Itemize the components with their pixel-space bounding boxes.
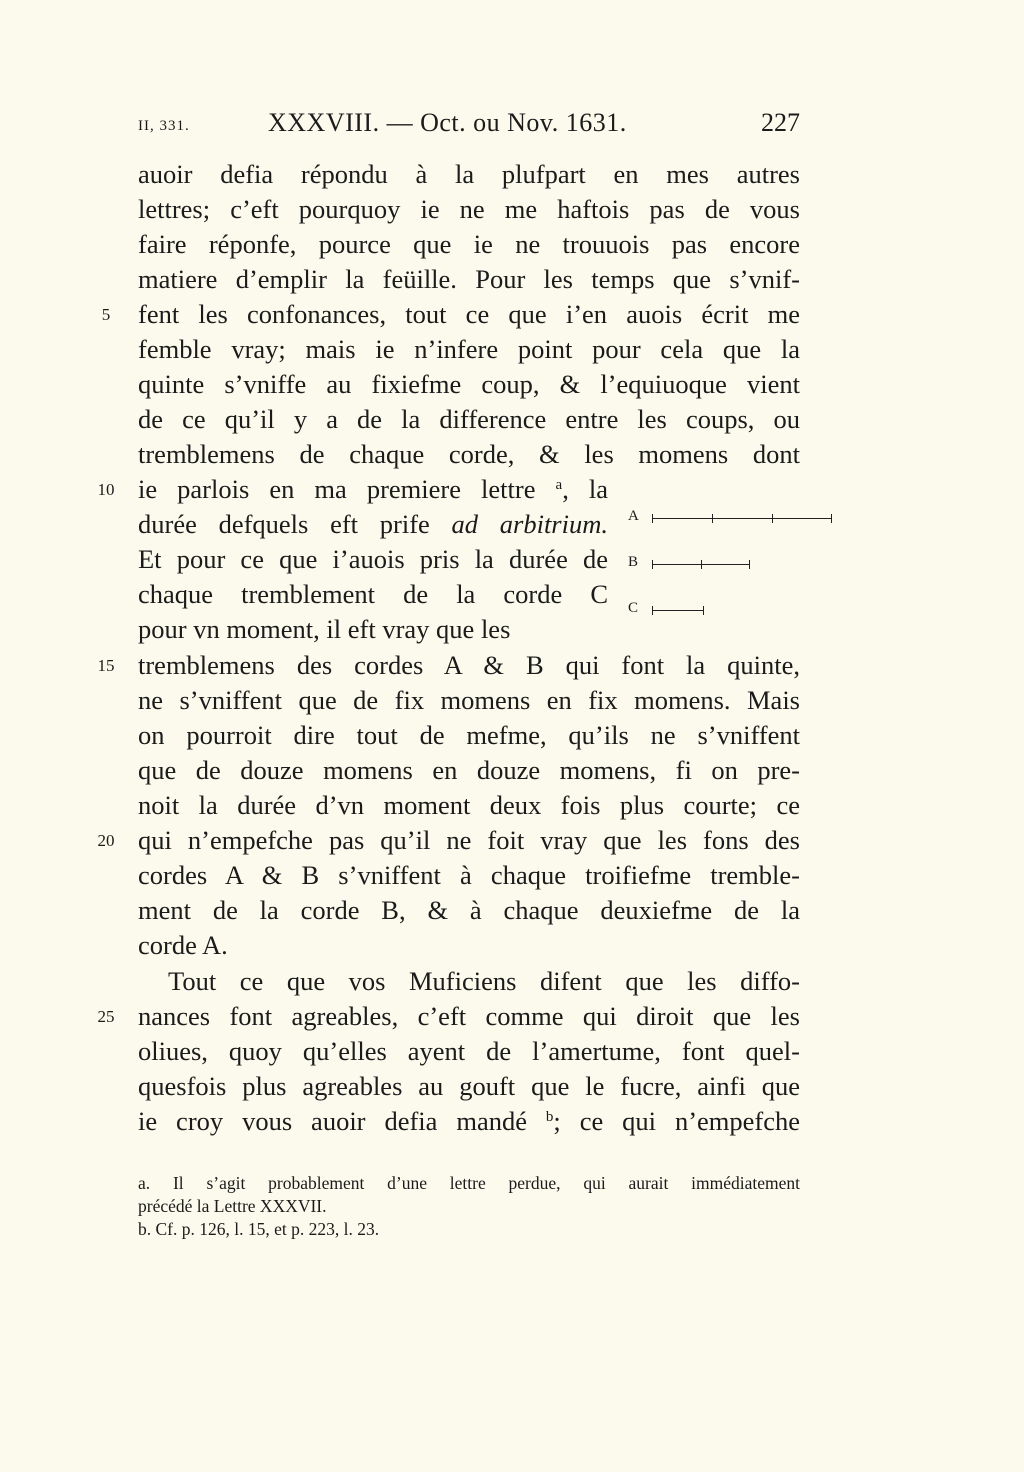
diagram-label-b: B [628, 554, 639, 570]
tick-mark [703, 606, 704, 615]
line-number: 15 [97, 656, 115, 675]
tick-mark [772, 514, 773, 523]
footnotes [138, 1172, 800, 1241]
text-line: fent les confonances, tout ce que i’en auois écrit me [138, 299, 800, 329]
footnote-a-line: a. Il s’agit probablement d’une lettre perdue, qui aurait immédiatement [138, 1173, 800, 1193]
text-segment: , la [562, 474, 609, 504]
text-line: auoir defia répondu à la plufpart en mes autres [138, 159, 800, 189]
tick-mark [652, 560, 653, 569]
text-line [138, 472, 608, 507]
text-line: on pourroit dire tout de mefme, qu’ils ne s’vniffent [138, 720, 800, 750]
text-line: pour vn moment, il eft vray que les [138, 614, 511, 644]
italic-phrase: ad arbitrium. [451, 509, 608, 539]
text-line: Tout ce que vos Muficiens difent que les diffo- [168, 966, 800, 996]
text-line: noit la durée d’vn moment deux fois plus courte; ce [138, 790, 800, 820]
tick-mark [831, 514, 832, 523]
text-line [138, 507, 608, 542]
tick-mark [652, 514, 653, 523]
tick-mark [652, 606, 653, 615]
tick-mark [749, 560, 750, 569]
diagram-label-c: C [628, 600, 639, 616]
text-line: tremblemens de chaque corde, & les momens dont [138, 439, 800, 469]
line-number: 5 [101, 305, 111, 324]
text-line: tremblemens des cordes A & B qui font la quinte, [138, 650, 800, 680]
text-line: ment de la corde B, & à chaque deuxiefme de la [138, 895, 800, 925]
text-line: quinte s’vniffe au fixiefme coup, & l’equiuoque vient [138, 369, 800, 399]
line-number: 10 [97, 480, 115, 499]
string-c-segment [652, 610, 704, 611]
tick-mark [701, 560, 702, 569]
text-line [138, 1104, 800, 1139]
footnote-a-line: précédé la Lettre XXXVII. [138, 1196, 327, 1216]
text-line: que de douze momens en douze momens, fi on pre- [138, 755, 800, 785]
text-line: ne s’vniffent que de fix momens en fix momens. Mais [138, 685, 800, 715]
volume-reference: II, 331. [138, 118, 190, 134]
text-line: quesfois plus agreables au gouft que le fucre, ainfi que [138, 1071, 800, 1101]
string-b-segment [652, 564, 750, 565]
text-line: nances font agreables, c’eft comme qui diroit que les [138, 1001, 800, 1031]
text-line: faire réponfe, pource que ie ne trouuois pas encore [138, 229, 800, 259]
footnote-b: b. Cf. p. 126, l. 15, et p. 223, l. 23. [138, 1219, 380, 1239]
text-segment: ; ce qui n’empefche [553, 1106, 801, 1136]
diagram-label-a: A [628, 508, 639, 524]
text-line: corde A. [138, 930, 228, 960]
text-line: lettres; c’eft pourquoy ie ne me haftois pas de vous [138, 194, 800, 224]
text-segment: ie parlois en ma premiere lettre [138, 474, 536, 504]
letter-heading: XXXVIII. — Oct. ou Nov. 1631. [268, 108, 627, 137]
text-line: cordes A & B s’vniffent à chaque troifiefme tremble- [138, 860, 800, 890]
line-number: 20 [97, 831, 115, 850]
vibration-diagram [628, 504, 818, 624]
text-line: femble vray; mais ie n’infere point pour cela que la [138, 334, 800, 364]
text-line: chaque tremblement de la corde C [138, 579, 608, 609]
footnote-marker-b: b [545, 1109, 554, 1125]
text-segment: ie croy vous auoir defia mandé [138, 1106, 527, 1136]
footnote-marker-a: a [555, 477, 563, 493]
text-line: de ce qu’il y a de la difference entre les coups, ou [138, 404, 800, 434]
running-header [138, 108, 800, 148]
text-segment: durée defquels eft prife [138, 509, 430, 539]
tick-mark [712, 514, 713, 523]
line-number: 25 [97, 1007, 115, 1026]
text-line: matiere d’emplir la feüille. Pour les temps que s’vnif- [138, 264, 800, 294]
text-line: oliues, quoy qu’elles ayent de l’amertume, font quel- [138, 1036, 800, 1066]
text-line: Et pour ce que i’auois pris la durée de [138, 544, 608, 574]
text-line: qui n’empefche pas qu’il ne foit vray que les fons des [138, 825, 800, 855]
string-a-segment [652, 518, 832, 519]
page-number: 227 [761, 108, 800, 137]
